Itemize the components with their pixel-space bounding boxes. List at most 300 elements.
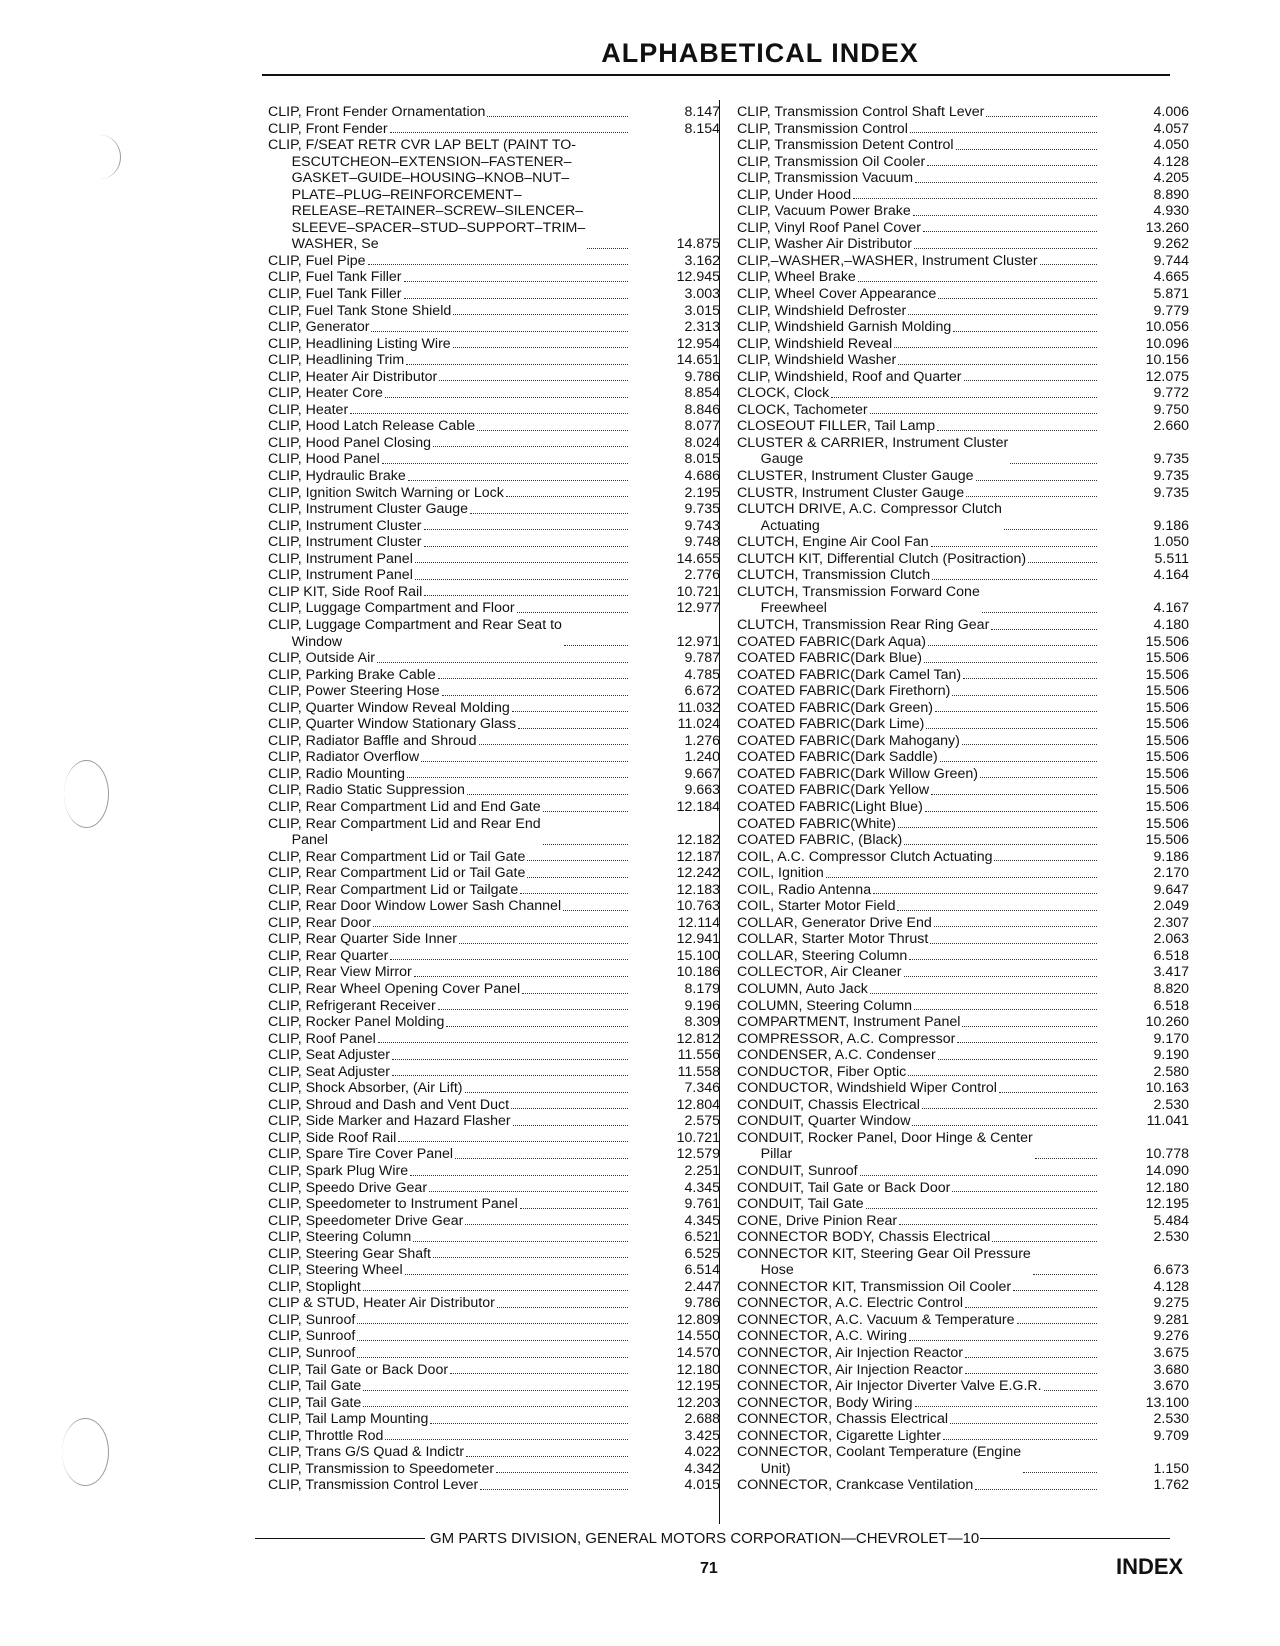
dot-leader bbox=[966, 496, 1097, 497]
index-entry-page: 10.096 bbox=[1145, 335, 1189, 352]
index-entry bbox=[737, 319, 1189, 336]
index-entry-name-wrap bbox=[737, 1444, 1099, 1477]
index-entry bbox=[268, 1246, 720, 1263]
index-entry bbox=[737, 154, 1189, 171]
index-entry bbox=[268, 501, 720, 518]
index-entry bbox=[737, 700, 1189, 717]
index-entry bbox=[737, 650, 1189, 667]
index-entry bbox=[737, 882, 1189, 899]
index-entry-name-wrap bbox=[737, 865, 1099, 882]
index-entry-page: 4.057 bbox=[1153, 120, 1189, 137]
dot-leader bbox=[897, 910, 1097, 911]
index-entry-name: CLIP, Speedo Drive Gear bbox=[268, 1179, 428, 1196]
index-entry-name-wrap bbox=[737, 981, 1099, 998]
dot-leader bbox=[957, 1042, 1097, 1043]
index-entry bbox=[268, 551, 720, 568]
index-entry bbox=[737, 187, 1189, 204]
index-entry-page: 4.345 bbox=[684, 1212, 720, 1229]
index-entry bbox=[737, 1097, 1189, 1114]
index-entry-name: CLUSTR, Instrument Cluster Gauge bbox=[737, 484, 965, 501]
index-entry bbox=[268, 1477, 720, 1494]
index-entry-name-wrap bbox=[268, 782, 630, 799]
index-entry-name: CLUTCH, Transmission Rear Ring Gear bbox=[737, 616, 990, 633]
index-entry-name: CLIP, Rear Quarter bbox=[268, 947, 389, 964]
index-entry-name: CLIP, Tail Gate bbox=[268, 1378, 362, 1395]
dot-leader bbox=[943, 1439, 1097, 1440]
index-entry-page: 10.721 bbox=[676, 583, 720, 600]
index-entry-page: 13.260 bbox=[1145, 219, 1189, 236]
index-entry-name: CLIP, Fuel Tank Filler bbox=[268, 269, 402, 286]
index-entry-page: 9.647 bbox=[1153, 881, 1189, 898]
dot-leader bbox=[965, 1307, 1097, 1308]
index-entry-page: 2.307 bbox=[1153, 914, 1189, 931]
index-entry-name-wrap bbox=[268, 1328, 630, 1345]
index-entry-name-wrap bbox=[268, 1229, 630, 1246]
index-entry-page: 12.195 bbox=[1145, 1196, 1189, 1213]
page-title: ALPHABETICAL INDEX bbox=[601, 38, 919, 68]
index-entry bbox=[268, 667, 720, 684]
index-entry-page: 2.575 bbox=[684, 1113, 720, 1130]
index-entry-page: 12.180 bbox=[1145, 1179, 1189, 1196]
index-entry-page: 6.673 bbox=[1153, 1262, 1189, 1279]
dot-leader bbox=[421, 761, 628, 762]
index-entry bbox=[268, 799, 720, 816]
index-entry-page: 4.167 bbox=[1153, 600, 1189, 617]
index-entry-name: CLIP, Rear Door Window Lower Sash Channel bbox=[268, 898, 562, 915]
index-entry bbox=[737, 385, 1189, 402]
index-entry-name-wrap bbox=[268, 1395, 630, 1412]
dot-leader bbox=[415, 579, 628, 580]
dot-leader bbox=[986, 116, 1097, 117]
dot-leader bbox=[1044, 1390, 1097, 1391]
index-entry-page: 9.735 bbox=[684, 501, 720, 518]
index-entry-page: 4.665 bbox=[1153, 269, 1189, 286]
index-entry-name: CLIP, Speedometer Drive Gear bbox=[268, 1212, 464, 1229]
index-entry-name-wrap bbox=[268, 749, 630, 766]
dot-leader bbox=[363, 1390, 628, 1391]
index-entry bbox=[737, 931, 1189, 948]
index-entry-name-wrap bbox=[268, 1163, 630, 1180]
index-entry-name-wrap bbox=[268, 286, 630, 303]
index-entry-name: CLIP, Steering Gear Shaft bbox=[268, 1245, 431, 1262]
dot-leader bbox=[899, 1224, 1097, 1225]
index-entry bbox=[737, 964, 1189, 981]
index-entry-page: 7.346 bbox=[684, 1080, 720, 1097]
index-entry-page: 15.506 bbox=[1145, 749, 1189, 766]
index-entry bbox=[737, 1378, 1189, 1395]
index-entry-name: CLIP, Rear Wheel Opening Cover Panel bbox=[268, 980, 521, 997]
index-entry bbox=[737, 418, 1189, 435]
index-entry-name-wrap bbox=[737, 1428, 1099, 1445]
section-label: INDEX bbox=[1116, 1554, 1184, 1579]
dot-leader bbox=[992, 1241, 1097, 1242]
index-entry-name: CONDUIT, Sunroof bbox=[737, 1163, 858, 1179]
index-entry-name-wrap bbox=[268, 1064, 630, 1081]
index-entry-name: CONNECTOR KIT, Steering Gear Oil Pressure Hose bbox=[737, 1245, 1031, 1279]
index-entry bbox=[737, 1444, 1189, 1477]
index-entry-name: CLIP, Instrument Panel bbox=[268, 567, 413, 584]
index-entry bbox=[737, 981, 1189, 998]
dot-leader bbox=[433, 446, 628, 447]
dot-leader bbox=[1017, 1323, 1097, 1324]
index-entry-name: CLUSTER, Instrument Cluster Gauge bbox=[737, 468, 974, 485]
dot-leader bbox=[940, 761, 1097, 762]
index-entry bbox=[268, 1262, 720, 1279]
index-entry-name-wrap bbox=[268, 253, 630, 270]
index-entry-name-wrap bbox=[268, 733, 630, 750]
index-entry-name-wrap bbox=[737, 187, 1099, 204]
index-entry-page: 5.871 bbox=[1153, 286, 1189, 303]
index-entry bbox=[737, 1428, 1189, 1445]
index-entry-name: COMPRESSOR, A.C. Compressor bbox=[737, 1030, 956, 1047]
index-entry-page: 15.506 bbox=[1145, 782, 1189, 799]
index-entry-page: 3.003 bbox=[684, 286, 720, 303]
index-entry-name-wrap bbox=[268, 269, 630, 286]
index-entry-name-wrap bbox=[737, 1362, 1099, 1379]
index-entry-name: CLIP, Parking Brake Cable bbox=[268, 666, 436, 683]
index-entry-name-wrap bbox=[268, 1444, 630, 1461]
index-entry bbox=[268, 600, 720, 617]
index-entry bbox=[268, 1444, 720, 1461]
index-entry-name: CONNECTOR, Chassis Electrical bbox=[737, 1411, 949, 1428]
index-entry-page: 2.313 bbox=[684, 319, 720, 336]
dot-leader bbox=[860, 1175, 1097, 1176]
dot-leader bbox=[965, 1373, 1097, 1374]
index-entry-name: COIL, Starter Motor Field bbox=[737, 898, 896, 915]
index-entry-name: COATED FABRIC(Dark Yellow bbox=[737, 782, 930, 799]
footer-publisher: GM PARTS DIVISION, GENERAL MOTORS CORPORATION—CHEVROLET—10 bbox=[430, 1530, 980, 1547]
index-entry-name: COMPARTMENT, Instrument Panel bbox=[737, 1014, 961, 1031]
index-entry-name-wrap bbox=[737, 137, 1099, 154]
dot-leader bbox=[999, 1092, 1097, 1093]
index-entry-name: CLIP, Sunroof bbox=[268, 1311, 356, 1328]
dot-leader bbox=[908, 314, 1097, 315]
index-entry-name-wrap bbox=[268, 1130, 630, 1147]
index-entry-page: 12.954 bbox=[676, 335, 720, 352]
index-entry-name: CONDUIT, Chassis Electrical bbox=[737, 1096, 920, 1113]
index-entry bbox=[268, 1411, 720, 1428]
index-entry-page: 9.743 bbox=[684, 517, 720, 534]
index-entry bbox=[737, 485, 1189, 502]
index-entry-page: 5.484 bbox=[1153, 1212, 1189, 1229]
index-entry-page: 3.680 bbox=[1153, 1361, 1189, 1378]
index-entry-name: CLUTCH DRIVE, A.C. Compressor Clutch Actuating bbox=[737, 501, 1002, 534]
index-entry bbox=[737, 1362, 1189, 1379]
index-entry-name-wrap bbox=[268, 1345, 630, 1362]
index-entry-name: CONNECTOR, Coolant Temperature (Engine Unit) bbox=[737, 1444, 1022, 1477]
index-entry-name-wrap bbox=[737, 584, 1099, 617]
index-entry-page: 2.195 bbox=[684, 484, 720, 501]
index-entry bbox=[268, 369, 720, 386]
index-entry-name-wrap bbox=[268, 121, 630, 138]
index-entry-name-wrap bbox=[737, 501, 1099, 534]
dot-leader bbox=[931, 546, 1097, 547]
binder-hole-mark bbox=[64, 760, 109, 828]
dot-leader bbox=[363, 1290, 628, 1291]
index-entry-name-wrap bbox=[268, 584, 630, 601]
index-entry-name-wrap bbox=[268, 931, 630, 948]
index-entry bbox=[268, 1031, 720, 1048]
index-entry-page: 12.184 bbox=[676, 798, 720, 815]
index-entry-page: 10.260 bbox=[1145, 1014, 1189, 1031]
index-entry bbox=[737, 749, 1189, 766]
dot-leader bbox=[965, 1357, 1097, 1358]
index-entry-name-wrap bbox=[737, 948, 1099, 965]
index-entry bbox=[737, 435, 1189, 468]
index-entry-name-wrap bbox=[268, 1411, 630, 1428]
dot-leader bbox=[373, 926, 628, 927]
dot-leader bbox=[390, 959, 628, 960]
index-entry-page: 14.570 bbox=[676, 1345, 720, 1362]
index-entry-page: 10.763 bbox=[676, 898, 720, 915]
index-entry-name-wrap bbox=[737, 1080, 1099, 1097]
index-entry bbox=[737, 1213, 1189, 1230]
index-entry-name-wrap bbox=[268, 402, 630, 419]
index-entry-page: 1.240 bbox=[684, 749, 720, 766]
index-entry-name: CLIP, Instrument Cluster Gauge bbox=[268, 501, 469, 518]
footer-rule-left bbox=[255, 1538, 425, 1539]
index-entry bbox=[737, 468, 1189, 485]
dot-leader bbox=[465, 1224, 628, 1225]
dot-leader bbox=[980, 777, 1097, 778]
index-entry-name: CONNECTOR, Air Injector Diverter Valve E.G.R. bbox=[737, 1378, 1042, 1395]
index-entry-name-wrap bbox=[268, 683, 630, 700]
dot-leader bbox=[487, 116, 628, 117]
index-entry bbox=[737, 865, 1189, 882]
dot-leader bbox=[894, 347, 1097, 348]
index-entry-name: CONE, Drive Pinion Rear bbox=[737, 1212, 898, 1229]
index-entry-name: CONNECTOR, A.C. Electric Control bbox=[737, 1295, 963, 1312]
index-entry-name-wrap bbox=[268, 865, 630, 882]
index-entry-name-wrap bbox=[268, 518, 630, 535]
dot-leader bbox=[982, 612, 1097, 613]
index-entry-name-wrap bbox=[268, 534, 630, 551]
dot-leader bbox=[406, 364, 628, 365]
dot-leader bbox=[914, 248, 1097, 249]
index-entry bbox=[268, 451, 720, 468]
index-entry-name: CONDUCTOR, Windshield Wiper Control bbox=[737, 1080, 997, 1097]
index-entry-page: 8.077 bbox=[684, 418, 720, 435]
index-entry-page: 12.977 bbox=[676, 600, 720, 617]
index-entry-name-wrap bbox=[737, 700, 1099, 717]
index-entry-name: CLUTCH KIT, Differential Clutch (Positraction) bbox=[737, 550, 1027, 567]
index-entry-name-wrap bbox=[737, 352, 1099, 369]
index-entry-name: CLIP,–WASHER,–WASHER, Instrument Cluster bbox=[737, 252, 1038, 269]
index-entry bbox=[737, 1229, 1189, 1246]
dot-leader bbox=[1033, 1274, 1097, 1275]
index-entry-page: 8.154 bbox=[684, 120, 720, 137]
index-entry-page: 12.941 bbox=[676, 931, 720, 948]
dot-leader bbox=[930, 943, 1097, 944]
index-entry bbox=[737, 832, 1189, 849]
index-entry-name: CLIP, Under Hood bbox=[737, 186, 852, 203]
index-entry-page: 4.164 bbox=[1153, 567, 1189, 584]
index-entry-name-wrap bbox=[268, 1196, 630, 1213]
index-entry-name-wrap bbox=[268, 700, 630, 717]
dot-leader bbox=[392, 1059, 628, 1060]
index-entry-page: 9.709 bbox=[1153, 1427, 1189, 1444]
index-entry-page: 9.663 bbox=[684, 782, 720, 799]
index-entry-page: 4.050 bbox=[1153, 137, 1189, 154]
footer-rule-right bbox=[980, 1538, 1170, 1539]
index-entry-page: 8.147 bbox=[684, 104, 720, 120]
index-entry-name-wrap bbox=[737, 203, 1099, 220]
index-entry bbox=[737, 121, 1189, 138]
index-entry-name-wrap bbox=[268, 1014, 630, 1031]
index-entry bbox=[737, 352, 1189, 369]
index-entry-name-wrap bbox=[737, 1477, 1099, 1494]
index-entry-name: COATED FABRIC(Dark Saddle) bbox=[737, 749, 938, 766]
dot-leader bbox=[357, 1340, 628, 1341]
index-entry-name: CLIP, Rear Door bbox=[268, 914, 372, 931]
index-entry-name-wrap bbox=[268, 1262, 630, 1279]
index-entry-page: 8.024 bbox=[684, 434, 720, 451]
index-entry bbox=[268, 766, 720, 783]
index-entry bbox=[737, 799, 1189, 816]
index-entry-page: 9.196 bbox=[684, 997, 720, 1014]
index-entry-page: 4.128 bbox=[1153, 153, 1189, 170]
index-entry-name-wrap bbox=[268, 1477, 630, 1494]
index-entry-page: 2.776 bbox=[684, 567, 720, 584]
index-entry-page: 9.281 bbox=[1153, 1311, 1189, 1328]
index-entry bbox=[268, 121, 720, 138]
dot-leader bbox=[1035, 1158, 1097, 1159]
dot-leader bbox=[415, 562, 628, 563]
dot-leader bbox=[407, 777, 628, 778]
index-column-left bbox=[268, 104, 720, 1494]
index-entry-page: 1.762 bbox=[1153, 1477, 1189, 1494]
index-entry-name: CLIP, Instrument Cluster bbox=[268, 534, 422, 551]
index-entry bbox=[268, 269, 720, 286]
dot-leader bbox=[511, 1108, 628, 1109]
dot-leader bbox=[937, 430, 1097, 431]
dot-leader bbox=[904, 976, 1097, 977]
index-entry-page: 1.050 bbox=[1153, 534, 1189, 551]
index-entry bbox=[268, 385, 720, 402]
index-entry-page: 14.651 bbox=[676, 352, 720, 369]
index-entry-page: 15.506 bbox=[1145, 699, 1189, 716]
index-entry bbox=[737, 203, 1189, 220]
dot-leader bbox=[413, 1241, 628, 1242]
dot-leader bbox=[527, 860, 628, 861]
index-entry-name: CLIP, Quarter Window Stationary Glass bbox=[268, 716, 517, 733]
index-entry bbox=[737, 1163, 1189, 1180]
dot-leader bbox=[927, 165, 1097, 166]
index-entry-name-wrap bbox=[737, 931, 1099, 948]
dot-leader bbox=[455, 1158, 628, 1159]
index-entry-name-wrap bbox=[268, 567, 630, 584]
index-entry-name-wrap bbox=[268, 1113, 630, 1130]
index-entry bbox=[268, 435, 720, 452]
index-entry-page: 4.015 bbox=[684, 1477, 720, 1494]
index-entry-name-wrap bbox=[268, 1213, 630, 1230]
index-entry-name: CLIP, Heater Air Distributor bbox=[268, 368, 438, 385]
index-entry-name: CLIP, Sunroof bbox=[268, 1345, 356, 1362]
index-entry bbox=[737, 1312, 1189, 1329]
index-entry-page: 4.128 bbox=[1153, 1278, 1189, 1295]
index-entry-name: CLIP, Rear Compartment Lid or Tail Gate bbox=[268, 865, 526, 882]
index-entry bbox=[737, 816, 1189, 833]
index-entry bbox=[737, 303, 1189, 320]
index-entry bbox=[737, 1328, 1189, 1345]
index-entry bbox=[737, 766, 1189, 783]
index-entry-name-wrap bbox=[737, 220, 1099, 237]
index-entry bbox=[268, 336, 720, 353]
index-entry-name-wrap bbox=[268, 650, 630, 667]
dot-leader bbox=[964, 380, 1098, 381]
index-entry-page: 9.735 bbox=[1153, 468, 1189, 485]
dot-leader bbox=[414, 976, 628, 977]
index-entry bbox=[268, 865, 720, 882]
index-entry-page: 12.804 bbox=[676, 1096, 720, 1113]
index-entry-page: 11.032 bbox=[677, 699, 720, 716]
dot-leader bbox=[932, 579, 1097, 580]
dot-leader bbox=[453, 347, 628, 348]
dot-leader bbox=[385, 1439, 628, 1440]
index-entry-name: CLIP, Radiator Overflow bbox=[268, 749, 420, 766]
index-entry-name-wrap bbox=[737, 716, 1099, 733]
index-entry-page: 10.186 bbox=[676, 964, 720, 981]
index-entry-name: CLIP, Transmission Control Shaft Lever bbox=[737, 104, 985, 120]
index-entry-name-wrap bbox=[737, 336, 1099, 353]
index-entry-name: CLIP, Transmission Control Lever bbox=[268, 1477, 479, 1494]
index-entry-name: CLIP, Seat Adjuster bbox=[268, 1047, 390, 1064]
index-entry-name: CLIP, Rear Quarter Side Inner bbox=[268, 931, 458, 948]
index-entry-name: COATED FABRIC(Dark Green) bbox=[737, 699, 934, 716]
index-entry-page: 9.667 bbox=[684, 765, 720, 782]
dot-leader bbox=[991, 629, 1097, 630]
dot-leader bbox=[913, 215, 1097, 216]
index-entry-page: 4.785 bbox=[684, 666, 720, 683]
dot-leader bbox=[931, 794, 1097, 795]
index-entry-page: 3.417 bbox=[1153, 964, 1189, 981]
index-entry-name: COIL, Radio Antenna bbox=[737, 881, 872, 898]
index-entry-page: 12.195 bbox=[676, 1378, 720, 1395]
index-entry-page: 10.056 bbox=[1145, 319, 1189, 336]
index-entry bbox=[737, 170, 1189, 187]
index-entry-name: CLIP, Roof Panel bbox=[268, 1030, 376, 1047]
dot-leader bbox=[909, 959, 1097, 960]
index-entry-name-wrap bbox=[737, 1180, 1099, 1197]
index-entry-name: CLIP, Headlining Listing Wire bbox=[268, 335, 451, 352]
dot-leader bbox=[350, 413, 628, 414]
dot-leader bbox=[915, 1406, 1097, 1407]
dot-leader bbox=[925, 811, 1097, 812]
index-entry-name-wrap bbox=[737, 832, 1099, 849]
dot-leader bbox=[404, 298, 628, 299]
index-entry-page: 12.180 bbox=[676, 1361, 720, 1378]
dot-leader bbox=[1040, 264, 1097, 265]
index-entry-name-wrap bbox=[268, 352, 630, 369]
index-entry-name-wrap bbox=[737, 667, 1099, 684]
index-entry-page: 8.309 bbox=[684, 1014, 720, 1031]
index-entry-page: 4.180 bbox=[1153, 616, 1189, 633]
index-entry-name-wrap bbox=[737, 154, 1099, 171]
dot-leader bbox=[465, 1092, 628, 1093]
dot-leader bbox=[496, 1472, 628, 1473]
index-entry-name: CLIP, Rocker Panel Molding bbox=[268, 1014, 445, 1031]
index-entry-name: CLIP, Sunroof bbox=[268, 1328, 356, 1345]
index-entry bbox=[737, 667, 1189, 684]
dot-leader bbox=[433, 1257, 628, 1258]
dot-leader bbox=[404, 281, 628, 282]
dot-leader bbox=[438, 1009, 628, 1010]
index-entry bbox=[268, 749, 720, 766]
dot-leader bbox=[424, 546, 629, 547]
index-entry-name-wrap bbox=[737, 369, 1099, 386]
index-entry-name: CLOCK, Tachometer bbox=[737, 401, 868, 418]
index-entry-page: 15.100 bbox=[676, 947, 720, 964]
